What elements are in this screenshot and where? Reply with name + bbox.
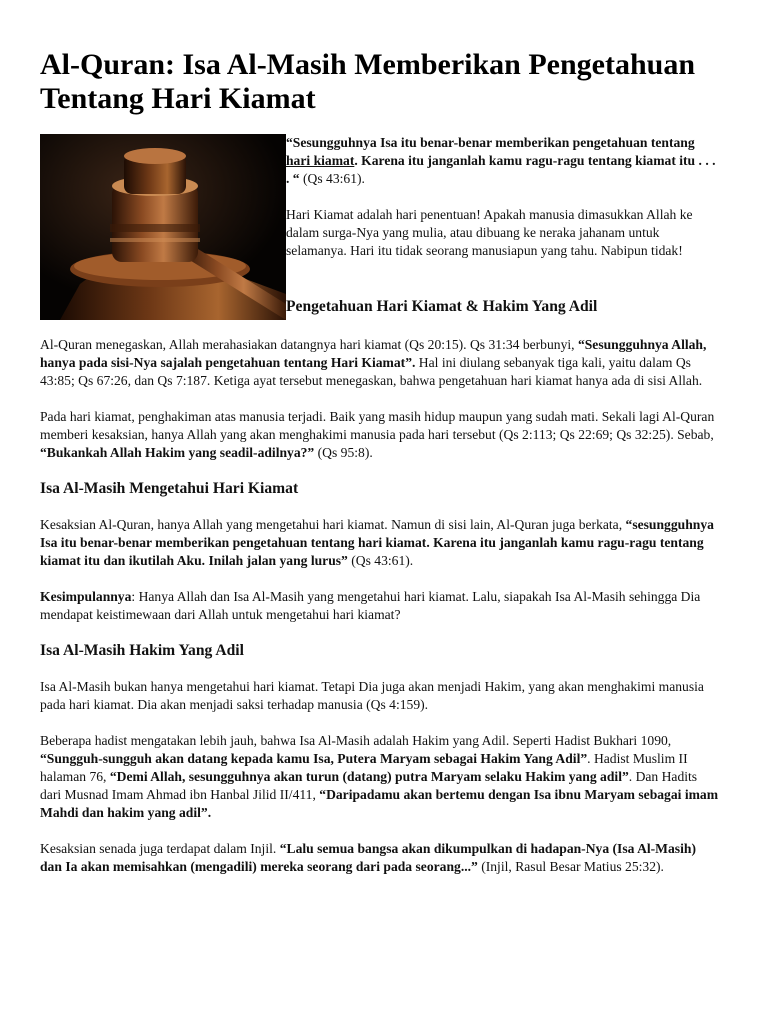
intro-quote-ref: (Qs 43:61). (299, 171, 365, 186)
text: Kesaksian Al-Quran, hanya Allah yang mengetahui hari kiamat. Namun di sisi lain, Al-Quran juga berkata, (40, 517, 626, 532)
intro-paragraph: Hari Kiamat adalah hari penentuan! Apakah manusia dimasukkan Allah ke dalam surga-Nya yang mulia, atau dibuang ke neraka jahanam untuk selamanya. Hari itu tidak seorang manusiapun yang tahu. Nabipun tidak! (286, 207, 693, 258)
page-title (40, 48, 720, 116)
title-line-1: Al-Quran: Isa Al-Masih Memberikan Pengetahuan (40, 48, 696, 81)
text: Beberapa hadist mengatakan lebih jauh, bahwa Isa Al-Masih adalah Hakim yang Adil. Seperti Hadist Bukhari 1090, (40, 733, 672, 748)
quote: “Bukankah Allah Hakim yang seadil-adilnya?” (40, 445, 315, 460)
quote: “Demi Allah, sesungguhnya akan turun (datang) putra Maryam selaku Hakim yang adil” (109, 769, 629, 784)
text: . Hadist Muslim II halaman 76, (40, 751, 688, 784)
paragraph (40, 516, 720, 570)
intro-quote-a: “Sesungguhnya Isa itu benar-benar memberikan pengetahuan tentang (286, 135, 695, 150)
quote: “sesungguhnya Isa itu benar-benar memberikan pengetahuan tentang hari kiamat. Karena itu janganlah kamu ragu-ragu tentang kiamat itu dan ikutilah Aku. Inilah jalan yang lurus” (40, 517, 714, 568)
text: . Dan Hadits dari Musnad Imam Ahmad ibn Hanbal Jilid II/411, (40, 769, 698, 802)
intro-text (286, 134, 716, 260)
text: Kesaksian senada juga terdapat dalam Injil. (40, 841, 280, 856)
intro-quote-b: . Karena itu janganlah kamu ragu-ragu tentang kiamat itu . . . . “ (286, 153, 716, 186)
paragraph (40, 336, 720, 390)
intro-quote (286, 134, 716, 188)
text: Al-Quran menegaskan, Allah merahasiakan datangnya hari kiamat (Qs 20:15). Qs 31:34 berbunyi, (40, 337, 578, 352)
quote: “Sesungguhnya Allah, hanya pada sisi-Nya sajalah pengetahuan tentang Hari Kiamat”. (40, 337, 707, 370)
section-heading-2: Isa Al-Masih Mengetahui Hari Kiamat (40, 480, 299, 497)
gavel-photo (40, 134, 286, 320)
text: Hal ini diulang sebanyak tiga kali, yaitu dalam Qs 43:85; Qs 67:26, dan Qs 7:187. Ketiga ayat tersebut menegaskan, bahwa pengetahuan hari kiamat hanya ada di sisi Allah. (40, 355, 703, 388)
paragraph (40, 408, 720, 462)
paragraph (40, 840, 720, 876)
text: (Injil, Rasul Besar Matius 25:32). (477, 859, 664, 874)
hari-kiamat-link[interactable]: hari kiamat (286, 153, 355, 168)
title-line-2: Tentang Hari Kiamat (40, 82, 316, 115)
conclusion-label: Kesimpulannya (40, 589, 132, 604)
gavel-illustration (40, 134, 286, 320)
text: (Qs 95:8). (314, 445, 373, 460)
paragraph (40, 588, 720, 624)
section-heading-3: Isa Al-Masih Hakim Yang Adil (40, 642, 244, 659)
quote: “Lalu semua bangsa akan dikumpulkan di hadapan-Nya (Isa Al-Masih) dan Ia akan memisahkan (mengadili) mereka seorang dari pada seorang...” (40, 841, 696, 874)
quote: “Sungguh-sungguh akan datang kepada kamu Isa, Putera Maryam sebagai Hakim Yang Adil” (40, 751, 588, 766)
text: : Hanya Allah dan Isa Al-Masih yang mengetahui hari kiamat. Lalu, siapakah Isa Al-Masih sehingga Dia mendapat keistimewaan dari Allah untuk mengetahui hari kiamat? (40, 589, 701, 622)
text: Pada hari kiamat, penghakiman atas manusia terjadi. Baik yang masih hidup maupun yang sudah mati. Sekali lagi Al-Quran memberi kesaksian, hanya Allah yang akan menghakimi manusia pada hari tersebut (Qs 2:113; Qs 22:69; Qs 32:25). Sebab, (40, 409, 715, 442)
section-heading-1: Pengetahuan Hari Kiamat & Hakim Yang Adil (286, 298, 598, 315)
text: (Qs 43:61). (347, 553, 414, 568)
paragraph (40, 732, 720, 822)
quote: “Daripadamu akan bertemu dengan Isa ibnu Maryam sebagai imam Mahdi dan hakim yang adil”. (40, 787, 719, 820)
paragraph: Isa Al-Masih bukan hanya mengetahui hari kiamat. Tetapi Dia juga akan menjadi Hakim, yang akan menghakimi manusia pada hari kiamat. Dia akan menjadi saksi terhadap manusia (Qs 4:159). (40, 679, 704, 712)
article-body (40, 336, 720, 876)
article (40, 48, 720, 894)
intro-section (40, 134, 720, 320)
